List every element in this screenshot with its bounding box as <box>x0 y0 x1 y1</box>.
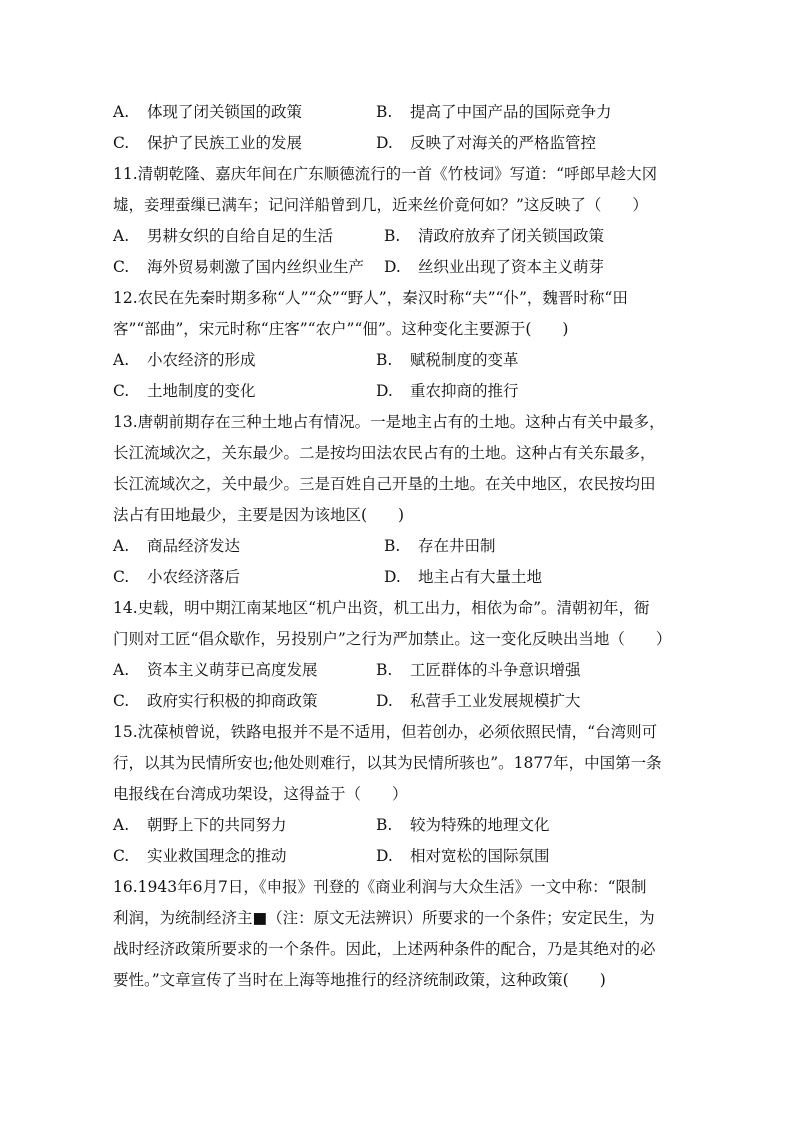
option-text: 体现了闭关锁国的政策 <box>147 103 303 121</box>
question-12-stem-line-1: 12.农民在先秦时期多称“人”“众”“野人”，秦汉时称“夫”“仆”，魏晋时称“田 <box>113 289 628 307</box>
option-text: 土地制度的变化 <box>147 382 256 400</box>
option-text: 相对宽松的国际氛围 <box>410 847 550 865</box>
option-text: 小农经济的形成 <box>147 351 256 369</box>
question-13-stem-line-4: 法占有田地最少，主要是因为该地区( ) <box>113 506 405 524</box>
option-15-d <box>376 845 550 867</box>
option-11-d <box>384 256 604 278</box>
option-text: 实业救国理念的推动 <box>147 847 287 865</box>
option-text: 赋税制度的变革 <box>410 351 519 369</box>
option-13-a <box>113 535 240 557</box>
option-11-b <box>384 225 604 247</box>
option-text: 政府实行积极的抑商政策 <box>147 692 318 710</box>
option-text: 保护了民族工业的发展 <box>147 134 303 152</box>
option-letter: D. <box>376 847 393 865</box>
option-letter: C. <box>113 568 130 586</box>
option-letter: A. <box>113 537 130 555</box>
question-15-stem-line-3: 电报线在台湾成功架设，这得益于（ ） <box>113 785 408 803</box>
option-12-b <box>376 349 519 371</box>
option-14-a <box>113 659 318 681</box>
option-letter: C. <box>113 692 130 710</box>
option-letter: D. <box>376 692 393 710</box>
option-letter: A. <box>113 351 130 369</box>
question-16-stem-line-3: 战时经济政策所要求的一个条件。因此，上述两种条件的配合，乃是其绝对的必 <box>113 940 656 958</box>
option-text: 朝野上下的共同努力 <box>147 816 287 834</box>
option-letter: D. <box>376 382 393 400</box>
option-text: 私营手工业发展规模扩大 <box>410 692 581 710</box>
option-14-b <box>376 659 581 681</box>
option-letter: B. <box>376 103 393 121</box>
option-text: 工匠群体的斗争意识增强 <box>410 661 581 679</box>
option-12-d <box>376 380 519 402</box>
option-text: 小农经济落后 <box>147 568 241 586</box>
option-10-a <box>113 101 302 123</box>
option-13-d <box>384 566 542 588</box>
question-15-stem-line-1: 15.沈葆桢曾说，铁路电报并不是不适用，但若创办，必须依照民情，“台湾则可 <box>113 723 658 741</box>
question-14-stem-line-1: 14.史载，明中期江南某地区“机户出资，机工出力，相依为命”。清朝初年，衙 <box>113 599 650 617</box>
option-12-a <box>113 349 256 371</box>
option-letter: C. <box>113 382 130 400</box>
option-letter: A. <box>113 103 130 121</box>
option-text: 男耕女织的自给自足的生活 <box>147 227 334 245</box>
option-14-d <box>376 690 581 712</box>
option-text: 商品经济发达 <box>147 537 241 555</box>
option-letter: D. <box>376 134 393 152</box>
option-letter: A. <box>113 816 130 834</box>
option-text: 丝织业出现了资本主义萌芽 <box>418 258 605 276</box>
option-letter: C. <box>113 134 130 152</box>
option-13-c <box>113 566 240 588</box>
option-15-c <box>113 845 287 867</box>
question-16-stem-line-1: 16.1943年6月7日，《申报》刊登的《商业利润与大众生活》一文中称：“限制 <box>113 878 647 896</box>
option-text: 反映了对海关的严格监管控 <box>410 134 597 152</box>
option-15-b <box>376 814 550 836</box>
option-letter: B. <box>376 351 393 369</box>
option-letter: B. <box>376 661 393 679</box>
option-14-c <box>113 690 318 712</box>
question-16-stem-line-2: 利润，为统制经济主■（注：原文无法辨识）所要求的一个条件；安定民生，为 <box>113 909 655 927</box>
option-text: 海外贸易刺激了国内丝织业生产 <box>147 258 365 276</box>
option-10-d <box>376 132 596 154</box>
option-10-b <box>376 101 612 123</box>
option-10-c <box>113 132 302 154</box>
question-14-stem-line-2: 门则对工匠“倡众歇作，另投别户”之行为严加禁止。这一变化反映出当地（ ） <box>113 630 672 648</box>
option-12-c <box>113 380 256 402</box>
option-11-a <box>113 225 333 247</box>
option-letter: C. <box>113 258 130 276</box>
option-letter: B. <box>384 537 401 555</box>
option-text: 存在井田制 <box>418 537 496 555</box>
question-13-stem-line-2: 长江流域次之，关东最少。二是按均田法农民占有的土地。这种占有关东最多， <box>113 444 656 462</box>
question-12-stem-line-2: 客”“部曲”，宋元时称“庄客”“农户”“佃”。这种变化主要源于( ) <box>113 320 569 338</box>
option-text: 资本主义萌芽已高度发展 <box>147 661 318 679</box>
option-letter: D. <box>384 258 401 276</box>
option-letter: C. <box>113 847 130 865</box>
option-letter: D. <box>384 568 401 586</box>
option-letter: A. <box>113 661 130 679</box>
option-text: 较为特殊的地理文化 <box>410 816 550 834</box>
option-text: 地主占有大量土地 <box>418 568 543 586</box>
option-13-b <box>384 535 496 557</box>
option-letter: B. <box>384 227 401 245</box>
question-13-stem-line-3: 长江流域次之，关中最少。三是百姓自己开垦的土地。在关中地区，农民按均田 <box>113 475 656 493</box>
option-letter: B. <box>376 816 393 834</box>
option-text: 提高了中国产品的国际竞争力 <box>410 103 612 121</box>
option-11-c <box>113 256 364 278</box>
option-letter: A. <box>113 227 130 245</box>
option-text: 重农抑商的推行 <box>410 382 519 400</box>
question-15-stem-line-2: 行，以其为民情所安也;他处则难行，以其为民情所骇也”。1877年，中国第一条 <box>113 754 662 772</box>
question-13-stem-line-1: 13.唐朝前期存在三种土地占有情况。一是地主占有的土地。这种占有关中最多， <box>113 413 665 431</box>
option-15-a <box>113 814 287 836</box>
option-text: 清政府放弃了闭关锁国政策 <box>418 227 605 245</box>
question-16-stem-line-4: 要性。”文章宣传了当时在上海等地推行的经济统制政策，这种政策( ) <box>113 971 606 989</box>
question-11-stem-line-1: 11.清朝乾隆、嘉庆年间在广东顺德流行的一首《竹枝词》写道：“呼郎早趁大冈 <box>113 165 658 183</box>
question-11-stem-line-2: 墟，妾理蚕缫已满车；记问洋船曾到几，近来丝价竟何如？”这反映了（ ） <box>113 196 648 214</box>
